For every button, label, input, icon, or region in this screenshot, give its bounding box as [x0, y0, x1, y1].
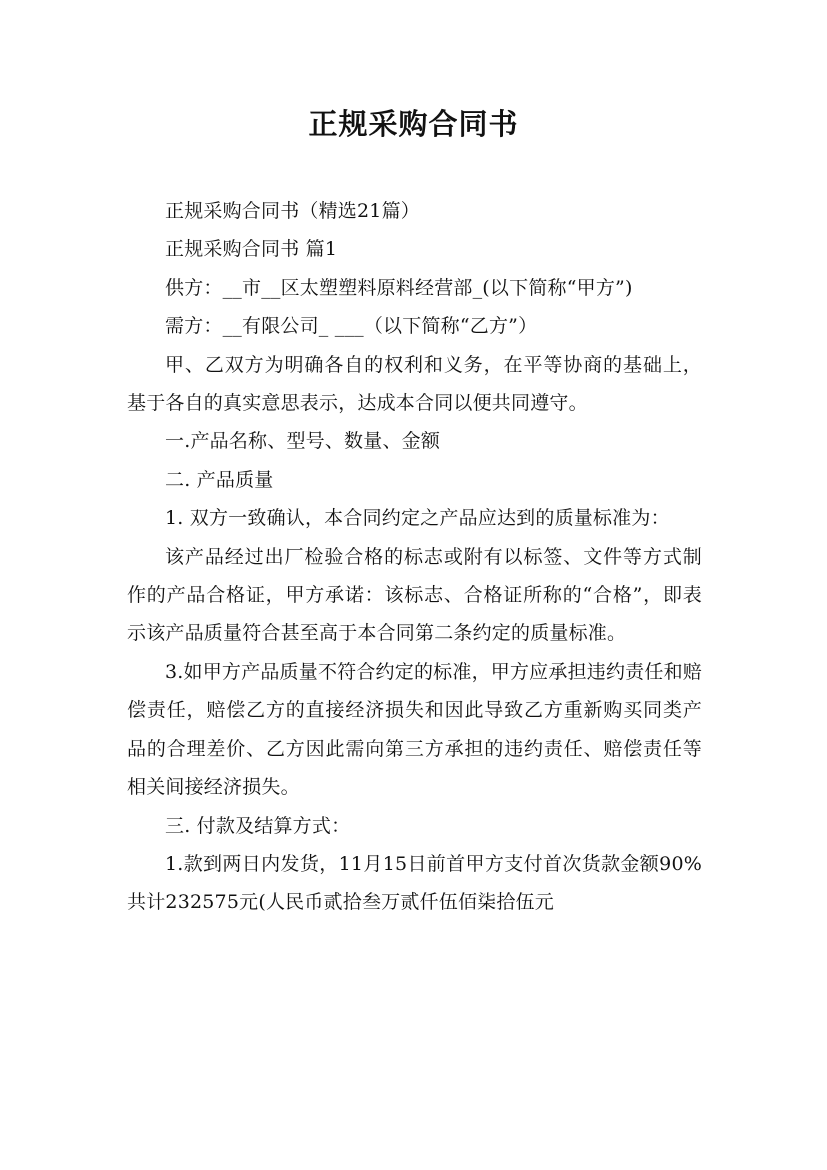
- paragraph-clause-2-detail: 该产品经过出厂检验合格的标志或附有以标签、文件等方式制作的产品合格证，甲方承诺：该标志、合格证所称的“合格”，即表示该产品质量符合甚至高于本合同第二条约定的质量标准。: [127, 545, 702, 645]
- paragraph-supplier: 供方：__市__区太塑塑料原料经营部_(以下简称“甲方”): [165, 276, 633, 299]
- paragraph-preamble: 甲、乙双方为明确各自的权利和义务，在平等协商的基础上，基于各自的真实意思表示，达成本合同以便共同遵守。: [127, 353, 702, 415]
- paragraph-clause-2-item-3: 3.如甲方产品质量不符合约定的标准，甲方应承担违约责任和赔偿责任，赔偿乙方的直接经济损失和因此导致乙方重新购买同类产品的合理差价、乙方因此需向第三方承担的违约责任、赔偿责任等相关间接经济损失。: [127, 660, 702, 799]
- paragraph-clause-2-heading: 二. 产品质量: [165, 468, 274, 491]
- paragraph-clause-3-heading: 三. 付款及结算方式：: [165, 814, 351, 837]
- paragraph-clause-2-item-1: 1. 双方一致确认，本合同约定之产品应达到的质量标准为：: [165, 507, 670, 530]
- paragraph-buyer: 需方：__有限公司_ ___（以下简称“乙方”）: [165, 315, 538, 338]
- paragraph-clause-3-item-1: 1.款到两日内发货，11月15日前首甲方支付首次货款金额90%共计232575元(人民币贰拾叁万贰仟伍佰柒拾伍元: [127, 852, 702, 914]
- document-title: 正规采购合同书: [308, 107, 519, 141]
- paragraph-clause-1-heading: 一.产品名称、型号、数量、金额: [165, 430, 441, 453]
- paragraph-section-heading: 正规采购合同书 篇1: [165, 238, 338, 261]
- document-body: [127, 192, 702, 922]
- paragraph-subtitle: 正规采购合同书（精选21篇）: [165, 200, 420, 222]
